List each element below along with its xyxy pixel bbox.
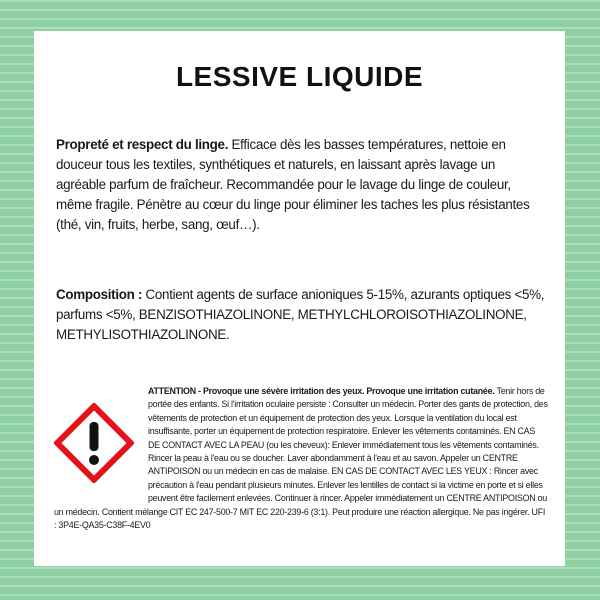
composition-paragraph	[56, 285, 547, 345]
warning-body: Tenir hors de portée des enfants. Si l'irritation oculaire persiste : Consulter un médecin. Porter des gants de protection, des vêtements de protection et un équipement de protection des yeux. Lorsque la ventilation du local est insuffisante, porter un équipement de protection respiratoire. Enlever les vêtements contaminés. EN CAS DE CONTACT AVEC LA PEAU (ou les cheveux): Enlever immédiatement tous les vêtements contaminés. Rincer la peau à l'eau ou se doucher. Laver abondamment à l'eau et au savon. Appeler un CENTRE ANTIPOISON ou un médecin en cas de malaise. EN CAS DE CONTACT AVEC LES YEUX : Rincer avec précaution à l'eau pendant plusieurs minutes. Enlever les lentilles de contact si la victime en porte et si elles peuvent être facilement enlevées. Continuer à rincer. Appeler immédiatement un CENTRE ANTIPOISON ou un médecin. Contient mélange CIT EC 247-500-7 MIT EC 220-239-6 (3:1). Peut produire une réaction allergique. Ne pas ingérer. UFI : 3P4E-QA35-C38F-4EV0	[54, 386, 548, 531]
intro-lead: Propreté et respect du linge.	[56, 137, 229, 152]
composition-text: Contient agents de surface anioniques 5-15%, azurants optiques <5%, parfums <5%, BENZISOTHIAZOLINONE, METHYLCHLOROISOTHIAZOLINONE, METHYLISOTHIAZOLINONE.	[56, 287, 545, 342]
warning-head: ATTENTION - Provoque une sévère irritation des yeux. Provoque une irritation cutanée.	[148, 386, 495, 396]
intro-paragraph	[56, 135, 547, 235]
product-title: LESSIVE LIQUIDE	[175, 61, 424, 92]
intro-text: Efficace dès les basses températures, nettoie en douceur tous les textiles, synthétiques et naturels, en laissant après lavage un agréable parfum de fraîcheur. Recommandée pour le lavage du linge de couleur, même fragile. Pénètre au cœur du linge pour éliminer les taches les plus résistantes (thé, vin, fruits, herbe, sang, œuf…).	[56, 137, 530, 232]
composition-lead: Composition :	[56, 287, 143, 302]
ghs-exclamation-mark-icon	[54, 403, 134, 483]
product-label	[34, 31, 565, 566]
hazard-warning	[54, 385, 549, 532]
